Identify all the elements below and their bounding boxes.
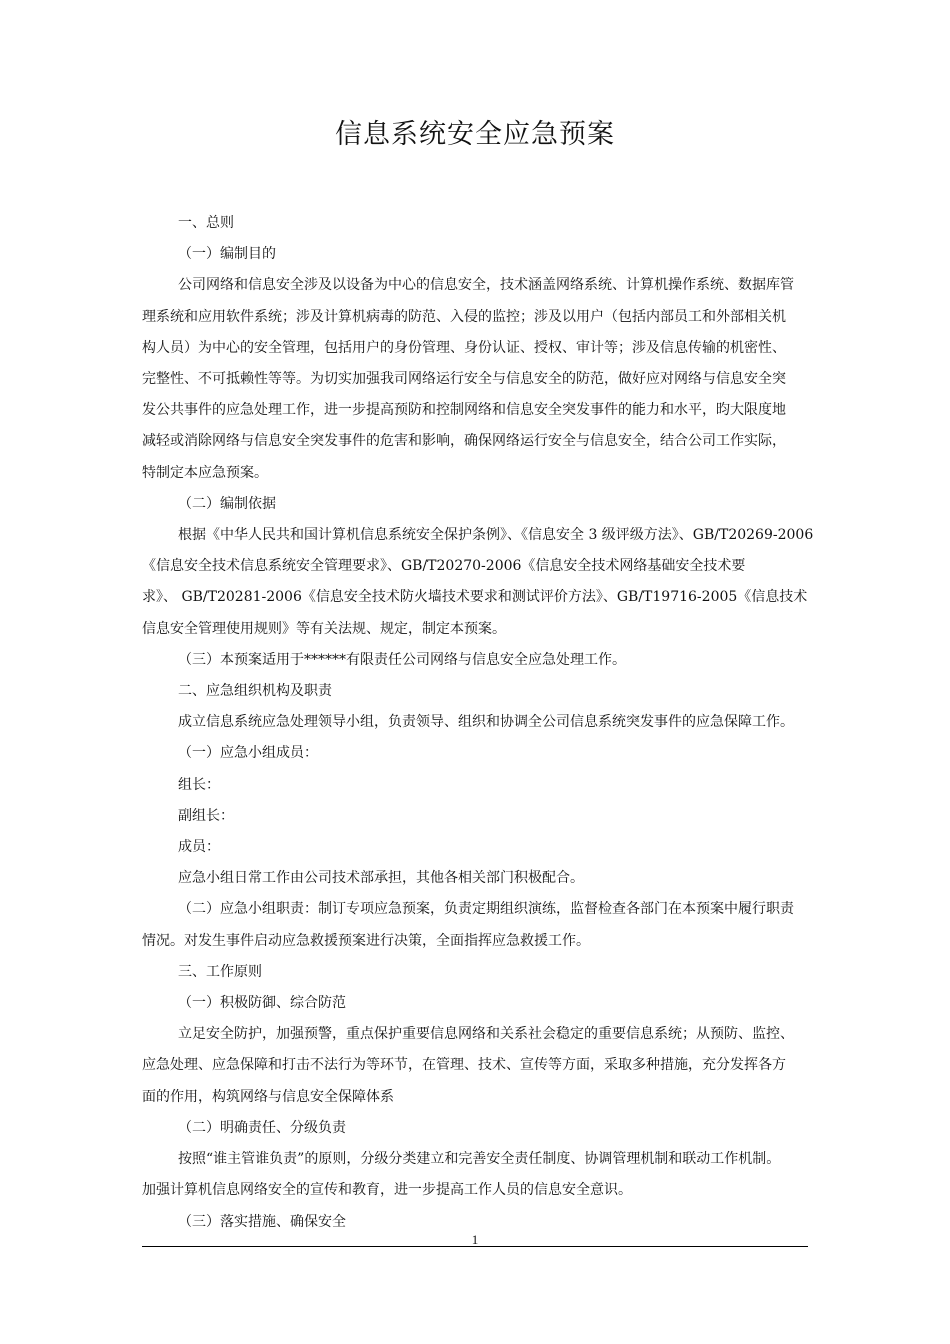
paragraph-line: 发公共事件的应急处理工作，进一步提高预防和控制网络和信息安全突发事件的能力和水平，昀大限度地 — [142, 402, 786, 419]
section-heading: 一、总则 — [178, 215, 234, 231]
paragraph-line: 组长： — [178, 776, 220, 793]
paragraph-line: 公司网络和信息安全涉及以设备为中心的信息安全，技术涵盖网络系统、计算机操作系统、数据库管 — [178, 277, 794, 294]
paragraph-line: 副组长： — [178, 807, 234, 824]
footer-rule — [142, 1246, 808, 1247]
paragraph-line: 立足安全防护，加强预警，重点保护重要信息网络和关系社会稳定的重要信息系统；从预防、监控、 — [178, 1026, 794, 1043]
paragraph-line: 信息安全管理使用规则》等有关法规、规定，制定本预案。 — [142, 620, 506, 637]
document-title: 信息系统安全应急预案 — [335, 119, 615, 150]
paragraph-line: 应急小组日常工作由公司技术部承担，其他各相关部门积极配合。 — [178, 870, 584, 887]
subsection-heading: （一）编制目的 — [178, 246, 276, 263]
paragraph-line: 按照“谁主管谁负责”的原则，分级分类建立和完善安全责任制度、协调管理机制和联动工作机制。 — [178, 1151, 781, 1168]
paragraph-line: 特制定本应急预案。 — [142, 464, 268, 481]
paragraph-line: 构人员）为中心的安全管理，包括用户的身份管理、身份认证、授权、审计等；涉及信息传输的机密性、 — [142, 339, 786, 356]
paragraph-line: 成员： — [178, 839, 220, 856]
subsection-heading: （二）编制依据 — [178, 495, 276, 512]
paragraph-line: 加强计算机信息网络安全的宣传和教育，进一步提高工作人员的信息安全意识。 — [142, 1182, 632, 1199]
paragraph-line: 求》、 GB/T20281-2006《信息安全技术防火墙技术要求和测试评价方法》、GB/T19716-2005《信息技术 — [142, 589, 808, 606]
section-heading: 二、应急组织机构及职责 — [178, 683, 332, 700]
paragraph-line: 面的作用，构筑网络与信息安全保障体系 — [142, 1088, 394, 1105]
subsection-heading: （三）落实措施、确保安全 — [178, 1213, 346, 1230]
paragraph-line: 成立信息系统应急处理领导小组，负责领导、组织和协调全公司信息系统突发事件的应急保障工作。 — [178, 714, 794, 731]
paragraph-line: 理系统和应用软件系统；涉及计算机病毒的防范、入侵的监控；涉及以用户（包括内部员工和外部相关机 — [142, 308, 786, 325]
paragraph-line: 应急处理、应急保障和打击不法行为等环节，在管理、技术、宣传等方面，采取多种措施，充分发挥各方 — [142, 1057, 786, 1074]
paragraph-line: 完整性、不可抵赖性等等。为切实加强我司网络运行安全与信息安全的防范，做好应对网络与信息安全突 — [142, 371, 786, 388]
subsection-heading: （二）明确责任、分级负责 — [178, 1119, 346, 1136]
paragraph-line: 情况。对发生事件启动应急救援预案进行决策，全面指挥应急救援工作。 — [142, 932, 590, 949]
subsection-heading: （二）应急小组职责：制订专项应急预案，负责定期组织演练，监督检查各部门在本预案中履行职责 — [178, 901, 794, 918]
subsection-heading: （三）本预案适用于******有限责任公司网络与信息安全应急处理工作。 — [178, 651, 626, 668]
paragraph-line: 《信息安全技术信息系统安全管理要求》、GB/T20270-2006《信息安全技术网络基础安全技术要 — [142, 558, 746, 575]
paragraph-line: 减轻或消除网络与信息安全突发事件的危害和影响，确保网络运行安全与信息安全，结合公司工作实际， — [142, 433, 786, 450]
subsection-heading: （一）应急小组成员： — [178, 745, 318, 762]
subsection-heading: （一）积极防御、综合防范 — [178, 995, 346, 1012]
section-heading: 三、工作原则 — [178, 963, 262, 980]
document-body — [142, 208, 814, 1238]
page-number: 1 — [471, 1232, 479, 1247]
paragraph-line: 根据《中华人民共和国计算机信息系统安全保护条例》、《信息安全 3 级评级方法》、GB/T20269-2006 — [178, 527, 814, 544]
